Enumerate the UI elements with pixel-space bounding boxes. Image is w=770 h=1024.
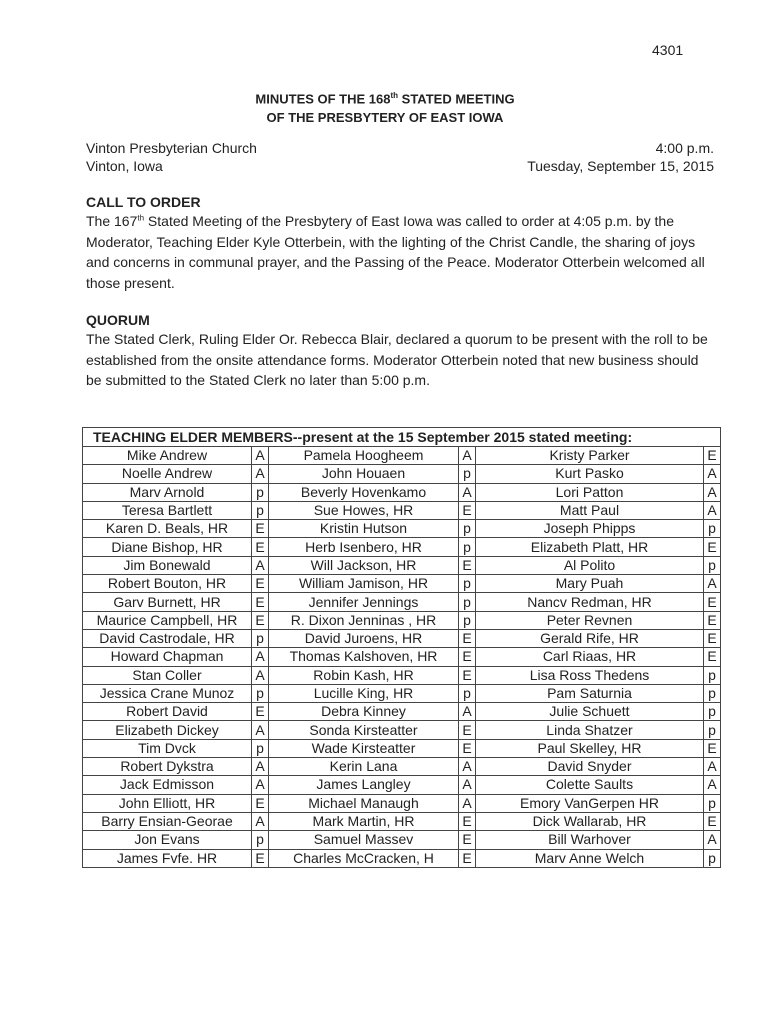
attendance-status: E <box>252 575 269 593</box>
member-name: Garv Burnett, HR <box>83 593 252 611</box>
attendance-status: A <box>459 447 476 465</box>
member-name: William Jamison, HR <box>269 575 459 593</box>
attendance-status: A <box>252 447 269 465</box>
attendance-status: p <box>459 611 476 629</box>
attendance-status: E <box>704 447 721 465</box>
member-name: Howard Chapman <box>83 648 252 666</box>
title-line-1-suffix: STATED MEETING <box>398 91 515 107</box>
member-name: Lisa Ross Thedens <box>476 666 704 684</box>
roster-row <box>83 648 721 666</box>
attendance-status: E <box>459 501 476 519</box>
attendance-status: A <box>252 721 269 739</box>
member-name: Kristin Hutson <box>269 520 459 538</box>
attendance-status: A <box>704 758 721 776</box>
teaching-elder-roster-table <box>82 427 721 868</box>
member-name: Debra Kinney <box>269 703 459 721</box>
roster-header-row <box>83 428 721 447</box>
attendance-status: p <box>252 831 269 849</box>
member-name: Wade Kirsteatter <box>269 739 459 757</box>
attendance-status: E <box>459 556 476 574</box>
member-name: Mary Puah <box>476 575 704 593</box>
title-ordinal-suffix: th <box>390 91 399 100</box>
attendance-status: p <box>704 703 721 721</box>
attendance-status: E <box>252 538 269 556</box>
attendance-status: E <box>704 538 721 556</box>
call-to-order-ordinal-suffix: th <box>137 213 145 223</box>
attendance-status: p <box>459 520 476 538</box>
attendance-status: A <box>252 556 269 574</box>
member-name: Colette Saults <box>476 776 704 794</box>
venue-block <box>86 139 257 175</box>
member-name: Charles McCracken, H <box>269 849 459 867</box>
attendance-status: A <box>704 501 721 519</box>
attendance-status: A <box>459 794 476 812</box>
roster-header: TEACHING ELDER MEMBERS--present at the 15 September 2015 stated meeting: <box>83 428 721 447</box>
member-name: Linda Shatzer <box>476 721 704 739</box>
attendance-status: E <box>704 739 721 757</box>
member-name: Lori Patton <box>476 483 704 501</box>
attendance-status: p <box>704 556 721 574</box>
attendance-status: p <box>704 666 721 684</box>
member-name: John Houaen <box>269 465 459 483</box>
attendance-status: A <box>459 776 476 794</box>
call-to-order-body: Stated Meeting of the Presbytery of East Iowa was called to order at 4:05 p.m. by the Moderator, Teaching Elder Kyle Otterbein, with the lighting of the Christ Candle, the sharing of joys and concerns in communal prayer, and the Passing of the Peace. Moderator Otterbein welcomed all those present. <box>86 213 705 291</box>
attendance-status: p <box>252 684 269 702</box>
venue-city: Vinton, Iowa <box>86 158 163 174</box>
member-name: Emory VanGerpen HR <box>476 794 704 812</box>
call-to-order-text <box>86 211 716 293</box>
attendance-status: E <box>459 629 476 647</box>
member-name: Bill Warhover <box>476 831 704 849</box>
member-name: James Langley <box>269 776 459 794</box>
attendance-status: A <box>252 465 269 483</box>
call-to-order-prefix: The 167 <box>86 213 138 229</box>
attendance-status: E <box>704 629 721 647</box>
roster-row <box>83 575 721 593</box>
venue-name: Vinton Presbyterian Church <box>86 140 257 156</box>
roster-row <box>83 447 721 465</box>
attendance-status: p <box>704 684 721 702</box>
roster-row <box>83 520 721 538</box>
attendance-status: E <box>252 611 269 629</box>
title-line-1-prefix: MINUTES OF THE 168 <box>255 91 391 107</box>
roster-row <box>83 758 721 776</box>
attendance-status: E <box>459 666 476 684</box>
page-number: 4301 <box>652 42 684 58</box>
attendance-status: p <box>459 593 476 611</box>
roster-row <box>83 721 721 739</box>
roster-row <box>83 684 721 702</box>
roster-row <box>83 666 721 684</box>
attendance-status: E <box>459 812 476 830</box>
attendance-status: A <box>252 776 269 794</box>
roster-row <box>83 794 721 812</box>
attendance-status: E <box>252 703 269 721</box>
member-name: Thomas Kalshoven, HR <box>269 648 459 666</box>
member-name: Michael Manaugh <box>269 794 459 812</box>
call-to-order-section <box>86 193 716 293</box>
call-to-order-heading: CALL TO ORDER <box>86 194 201 210</box>
attendance-status: E <box>459 831 476 849</box>
member-name: Robin Kash, HR <box>269 666 459 684</box>
attendance-status: p <box>704 721 721 739</box>
attendance-status: p <box>252 629 269 647</box>
attendance-status: A <box>252 648 269 666</box>
member-name: Elizabeth Platt, HR <box>476 538 704 556</box>
member-name: Noelle Andrew <box>83 465 252 483</box>
attendance-status: p <box>252 501 269 519</box>
attendance-status: p <box>704 849 721 867</box>
member-name: Matt Paul <box>476 501 704 519</box>
attendance-status: A <box>252 666 269 684</box>
roster-row <box>83 611 721 629</box>
attendance-status: p <box>459 538 476 556</box>
attendance-status: E <box>704 611 721 629</box>
title-line-2: OF THE PRESBYTERY OF EAST IOWA <box>266 110 504 126</box>
roster-row <box>83 703 721 721</box>
attendance-status: A <box>252 812 269 830</box>
member-name: Jim Bonewald <box>83 556 252 574</box>
roster-row <box>83 629 721 647</box>
attendance-status: E <box>459 849 476 867</box>
member-name: Pamela Hoogheem <box>269 447 459 465</box>
attendance-status: E <box>704 812 721 830</box>
roster-row <box>83 739 721 757</box>
attendance-status: p <box>704 794 721 812</box>
meeting-date: Tuesday, September 15, 2015 <box>527 158 714 174</box>
roster-body <box>83 428 721 868</box>
roster-row <box>83 501 721 519</box>
member-name: Lucille King, HR <box>269 684 459 702</box>
attendance-status: p <box>704 520 721 538</box>
member-name: Kerin Lana <box>269 758 459 776</box>
member-name: Jon Evans <box>83 831 252 849</box>
member-name: Mike Andrew <box>83 447 252 465</box>
roster-row <box>83 465 721 483</box>
member-name: Elizabeth Dickey <box>83 721 252 739</box>
member-name: Jessica Crane Munoz <box>83 684 252 702</box>
attendance-status: E <box>252 520 269 538</box>
member-name: R. Dixon Jenninas , HR <box>269 611 459 629</box>
quorum-section <box>86 311 716 391</box>
member-name: Al Polito <box>476 556 704 574</box>
roster-row <box>83 593 721 611</box>
member-name: Paul Skelley, HR <box>476 739 704 757</box>
member-name: Gerald Rife, HR <box>476 629 704 647</box>
title-line-1 <box>0 86 770 108</box>
member-name: Sonda Kirsteatter <box>269 721 459 739</box>
member-name: Mark Martin, HR <box>269 812 459 830</box>
attendance-status: E <box>252 794 269 812</box>
attendance-status: A <box>704 483 721 501</box>
member-name: David Castrodale, HR <box>83 629 252 647</box>
member-name: Tim Dvck <box>83 739 252 757</box>
roster-row <box>83 538 721 556</box>
member-name: Karen D. Beals, HR <box>83 520 252 538</box>
member-name: Will Jackson, HR <box>269 556 459 574</box>
roster-row <box>83 849 721 867</box>
attendance-status: A <box>252 758 269 776</box>
member-name: Robert Bouton, HR <box>83 575 252 593</box>
member-name: Herb Isenbero, HR <box>269 538 459 556</box>
attendance-status: A <box>704 831 721 849</box>
attendance-status: p <box>459 684 476 702</box>
roster-row <box>83 831 721 849</box>
member-name: Marv Anne Welch <box>476 849 704 867</box>
document-title <box>0 86 770 127</box>
member-name: Kristy Parker <box>476 447 704 465</box>
member-name: Samuel Massev <box>269 831 459 849</box>
attendance-status: A <box>704 465 721 483</box>
member-name: Nancv Redman, HR <box>476 593 704 611</box>
attendance-status: p <box>459 465 476 483</box>
attendance-status: E <box>252 849 269 867</box>
member-name: David Juroens, HR <box>269 629 459 647</box>
attendance-status: A <box>704 575 721 593</box>
roster-row <box>83 812 721 830</box>
attendance-status: p <box>459 575 476 593</box>
member-name: David Snyder <box>476 758 704 776</box>
roster-row <box>83 483 721 501</box>
attendance-status: p <box>252 483 269 501</box>
roster-row <box>83 556 721 574</box>
attendance-status: p <box>252 739 269 757</box>
member-name: Stan Coller <box>83 666 252 684</box>
attendance-status: E <box>459 739 476 757</box>
member-name: Marv Arnold <box>83 483 252 501</box>
member-name: John Elliott, HR <box>83 794 252 812</box>
member-name: Kurt Pasko <box>476 465 704 483</box>
attendance-status: A <box>459 758 476 776</box>
quorum-text: The Stated Clerk, Ruling Elder Or. Rebecca Blair, declared a quorum to be present with the roll to be established from the onsite attendance forms. Moderator Otterbein noted that new business should be submitted to the Stated Clerk no later than 5:00 p.m. <box>86 331 708 388</box>
attendance-status: E <box>459 721 476 739</box>
member-name: Sue Howes, HR <box>269 501 459 519</box>
quorum-heading: QUORUM <box>86 312 150 328</box>
member-name: Jennifer Jennings <box>269 593 459 611</box>
member-name: Dick Wallarab, HR <box>476 812 704 830</box>
meeting-time-block <box>527 139 714 175</box>
member-name: Peter Revnen <box>476 611 704 629</box>
attendance-status: E <box>252 593 269 611</box>
attendance-status: E <box>459 648 476 666</box>
member-name: Carl Riaas, HR <box>476 648 704 666</box>
roster-row <box>83 776 721 794</box>
member-name: Jack Edmisson <box>83 776 252 794</box>
attendance-status: A <box>459 703 476 721</box>
member-name: Joseph Phipps <box>476 520 704 538</box>
attendance-status: A <box>459 483 476 501</box>
member-name: Beverly Hovenkamo <box>269 483 459 501</box>
member-name: Julie Schuett <box>476 703 704 721</box>
meeting-time: 4:00 p.m. <box>655 140 714 156</box>
attendance-status: E <box>704 648 721 666</box>
attendance-status: A <box>704 776 721 794</box>
member-name: Pam Saturnia <box>476 684 704 702</box>
member-name: Teresa Bartlett <box>83 501 252 519</box>
member-name: James Fvfe. HR <box>83 849 252 867</box>
member-name: Robert Dykstra <box>83 758 252 776</box>
member-name: Barry Ensian-Georae <box>83 812 252 830</box>
member-name: Robert David <box>83 703 252 721</box>
attendance-status: E <box>704 593 721 611</box>
member-name: Diane Bishop, HR <box>83 538 252 556</box>
member-name: Maurice Campbell, HR <box>83 611 252 629</box>
